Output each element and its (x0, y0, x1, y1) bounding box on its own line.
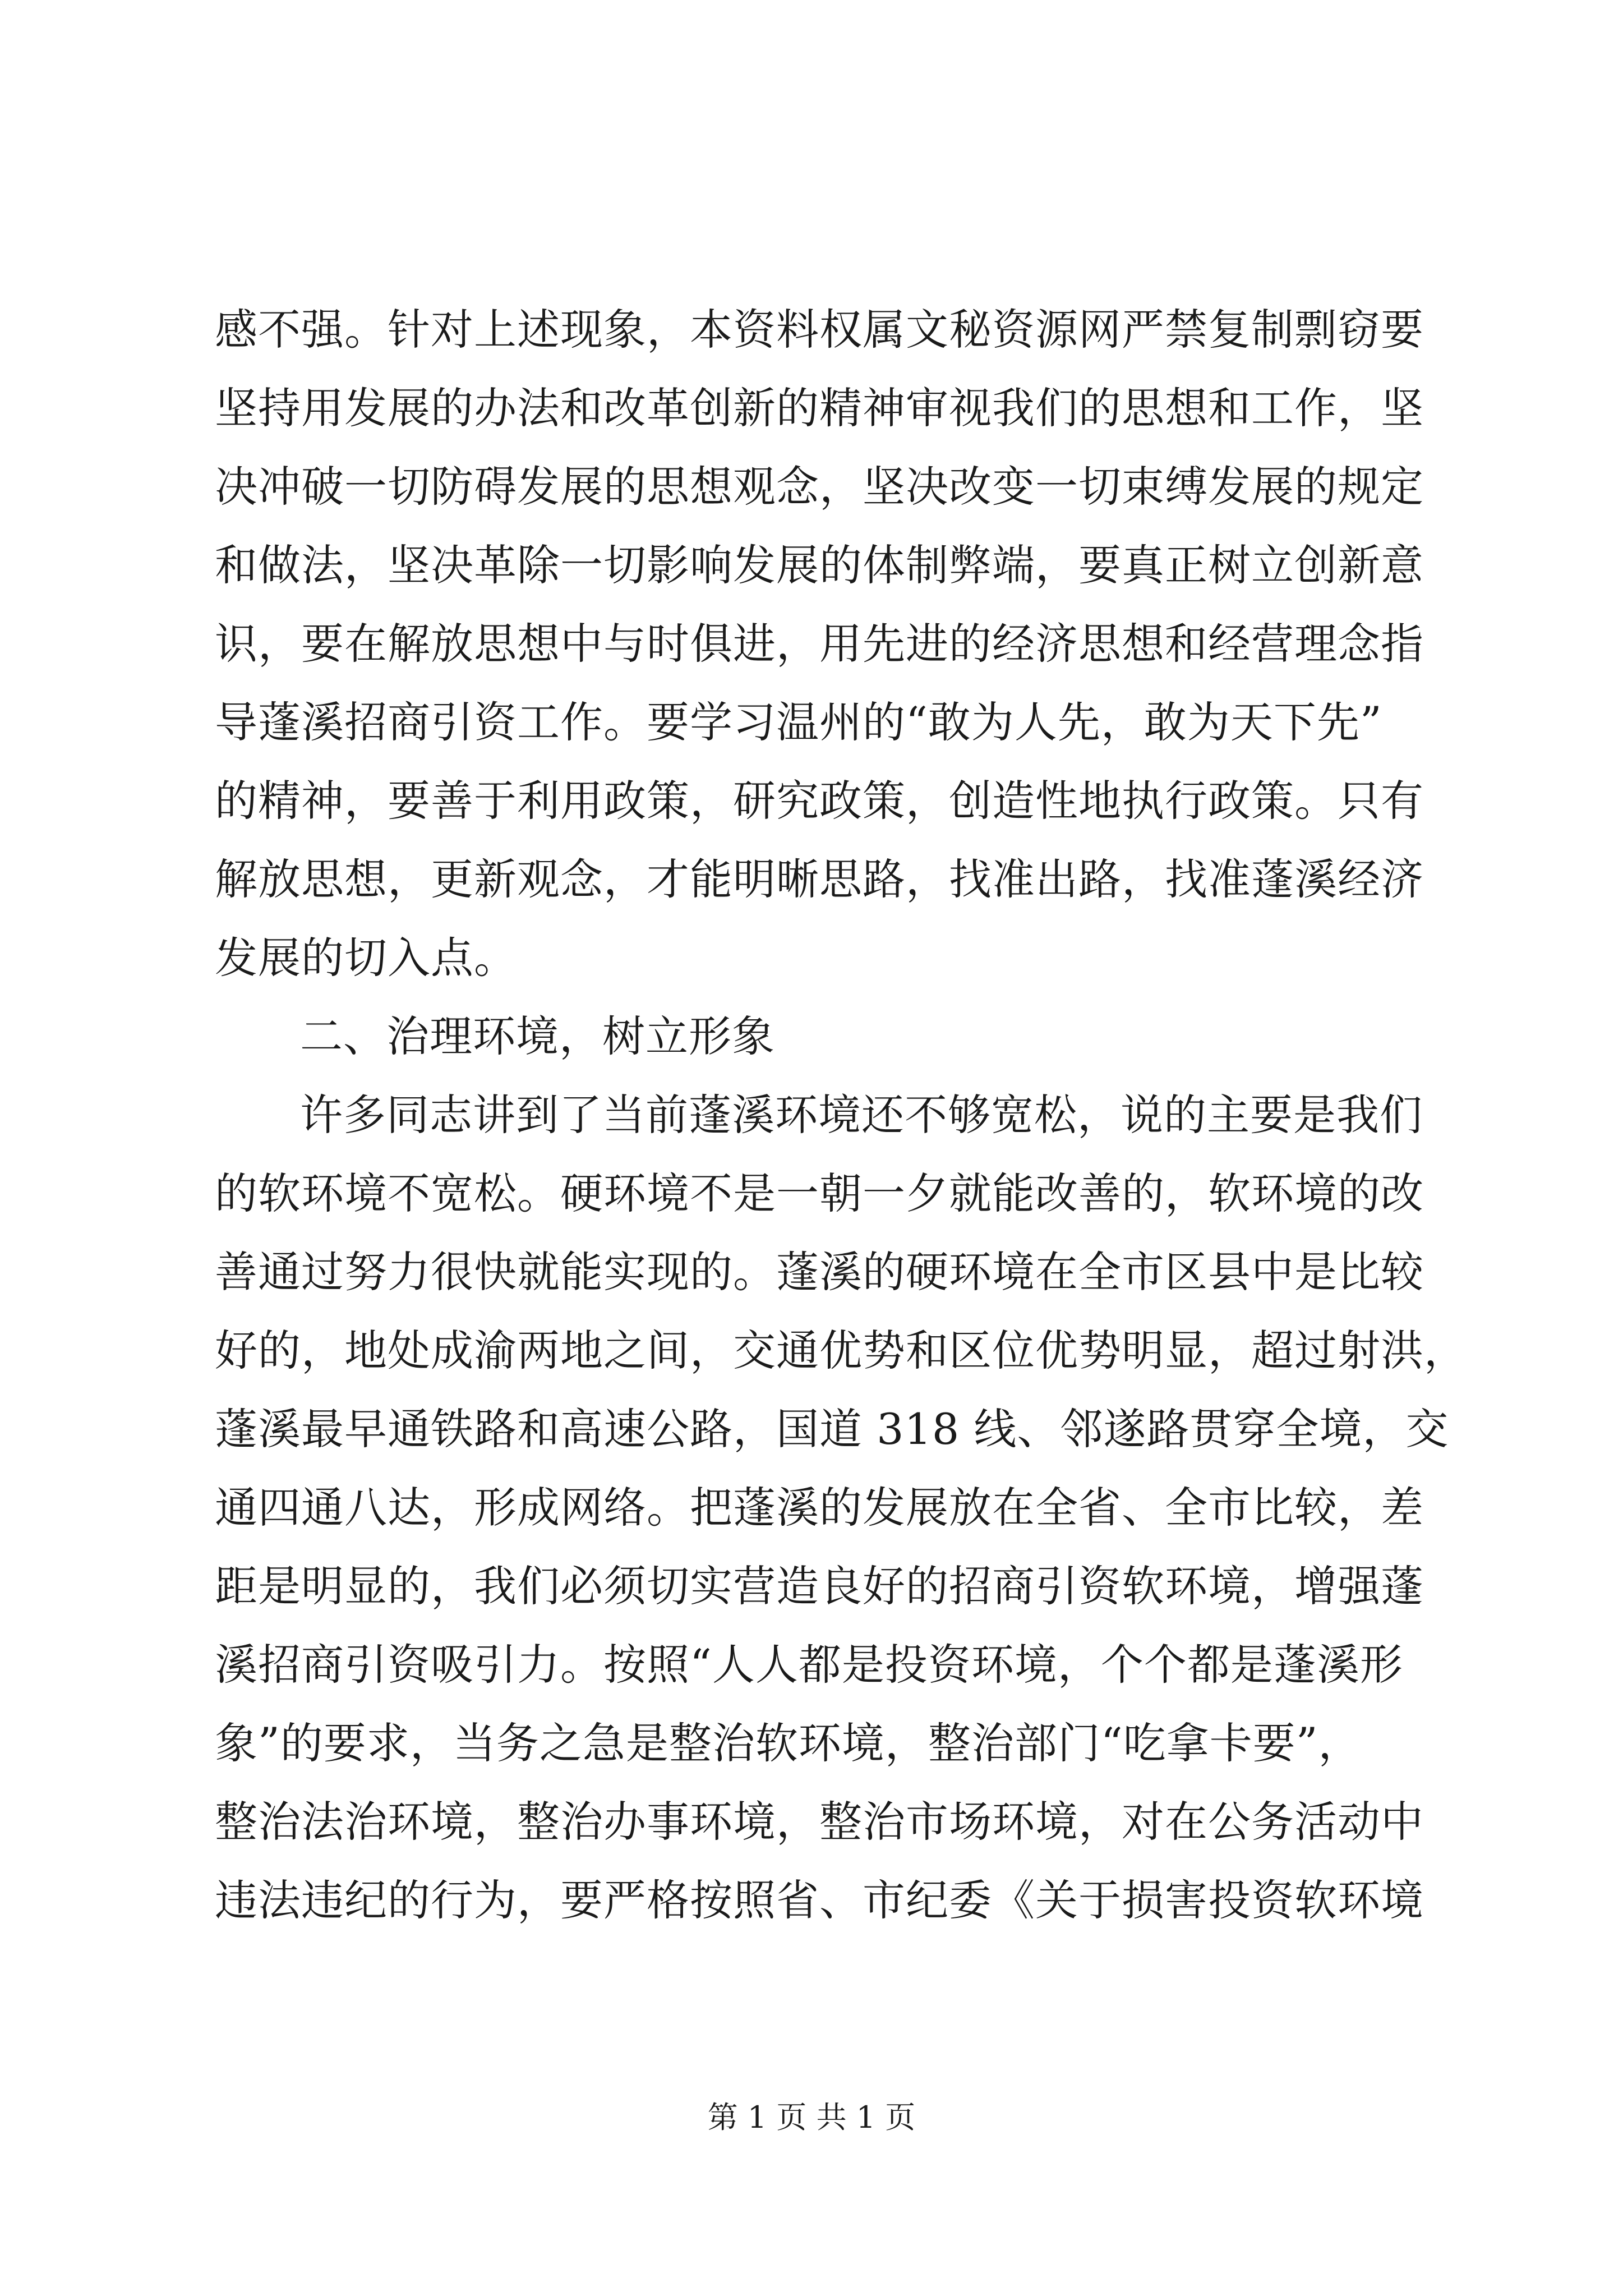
text-line: 二、治理环境，树立形象 (300, 1011, 775, 1061)
text-line: 许多同志讲到了当前蓬溪环境还不够宽松，说的主要是我们 (300, 1090, 1423, 1140)
text-line: 解放思想，更新观念，才能明晰思路，找准出路，找准蓬溪经济 (215, 854, 1424, 904)
text-line: 通四通八达，形成网络。把蓬溪的发展放在全省、全市比较，差 (215, 1483, 1424, 1533)
text-line: 的精神，要善于利用政策，研究政策，创造性地执行政策。只有 (215, 776, 1424, 826)
text-line: 发展的切入点。 (215, 933, 517, 983)
text-line: 导蓬溪招商引资工作。要学习温州的“敢为人先，敢为天下先” (215, 697, 1382, 747)
text-line: 溪招商引资吸引力。按照“人人都是投资环境，个个都是蓬溪形 (215, 1640, 1403, 1690)
text-line: 违法违纪的行为，要严格按照省、市纪委《关于损害投资软环境 (215, 1875, 1424, 1925)
text-line: 善通过努力很快就能实现的。蓬溪的硬环境在全市区县中是比较 (215, 1247, 1424, 1297)
page-footer: 第 1 页 共 1 页 (707, 2100, 916, 2135)
text-line: 象”的要求，当务之急是整治软环境，整治部门“吃拿卡要”， (215, 1718, 1362, 1768)
text-line: 识，要在解放思想中与时俱进，用先进的经济思想和经营理念指 (215, 619, 1424, 669)
text-line: 决冲破一切防碍发展的思想观念，坚决改变一切束缚发展的规定 (215, 462, 1424, 512)
text-line: 蓬溪最早通铁路和高速公路，国道 318 线、邻遂路贯穿全境，交 (215, 1404, 1449, 1454)
text-line: 感不强。针对上述现象，本资料权属文秘资源网严禁复制剽窃要 (215, 305, 1424, 355)
document-body (215, 291, 1467, 1940)
text-line: 的软环境不宽松。硬环境不是一朝一夕就能改善的，软环境的改 (215, 1168, 1424, 1218)
text-line: 整治法治环境，整治办事环境，整治市场环境，对在公务活动中 (215, 1797, 1424, 1847)
text-line: 坚持用发展的办法和改革创新的精神审视我们的思想和工作，坚 (215, 383, 1424, 433)
text-line: 距是明显的，我们必须切实营造良好的招商引资软环境，增强蓬 (215, 1561, 1424, 1611)
text-line: 和做法，坚决革除一切影响发展的体制弊端，要真正树立创新意 (215, 540, 1424, 590)
text-line: 好的，地处成渝两地之间，交通优势和区位优势明显，超过射洪， (215, 1326, 1467, 1375)
